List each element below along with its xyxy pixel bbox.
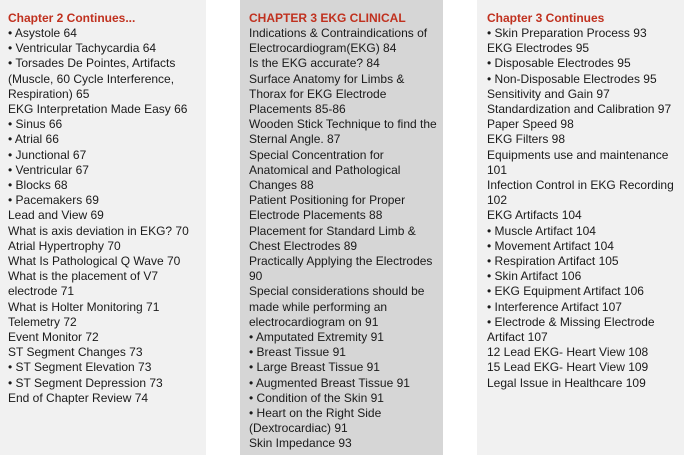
toc-entry: Event Monitor 72 (8, 330, 99, 345)
toc-entry: 12 Lead EKG- Heart View 108 (487, 345, 649, 360)
toc-entry: Equipments use and maintenance 101 (487, 147, 669, 177)
column-heading: CHAPTER 3 EKG CLINICAL (249, 11, 406, 25)
toc-entry: • Ventricular Tachycardia 64 (8, 41, 157, 56)
toc-entry: What is the placement of V7 electrode 71 (8, 269, 159, 299)
toc-entry: • Breast Tissue 91 (249, 345, 346, 360)
toc-entry: 15 Lead EKG- Heart View 109 (487, 360, 649, 375)
toc-entry: Wooden Stick Technique to find the Sternal Angle. 87 (249, 117, 437, 147)
toc-entry: Lead and View 69 (8, 208, 104, 223)
column-heading: Chapter 2 Continues... (8, 11, 136, 25)
toc-entry: • Ventricular 67 (8, 162, 89, 177)
toc-entry: Surface Anatomy for Limbs & Thorax for EKG Electrode Placements 85-86 (249, 71, 405, 117)
column-heading: Chapter 3 Continues (487, 11, 605, 25)
toc-entry: ST Segment Changes 73 (8, 345, 143, 360)
toc-entry: • Blocks 68 (8, 178, 68, 193)
column-gap (443, 0, 477, 455)
toc-entry: • Non-Disposable Electrodes 95 (487, 71, 657, 86)
toc-entry: Indications & Contraindications of Electrocardiogram(EKG) 84 (249, 26, 428, 56)
toc-list (249, 26, 443, 452)
toc-entry: • Skin Artifact 106 (487, 269, 582, 284)
toc-entry: EKG Electrodes 95 (487, 41, 590, 56)
toc-entry: • Electrode & Missing Electrode Artifact 107 (487, 314, 655, 345)
toc-entry: • Heart on the Right Side (Dextrocardiac) 91 (249, 406, 382, 436)
toc-entry: Sensitivity and Gain 97 (487, 86, 610, 101)
toc-entry: Skin Impedance 93 (249, 436, 352, 451)
toc-entry: • Amputated Extremity 91 (249, 330, 384, 345)
toc-column-chapter-3-continued (477, 0, 684, 455)
toc-entry: Paper Speed 98 (487, 117, 574, 132)
toc-entry: Telemetry 72 (8, 314, 77, 329)
column-gap (206, 0, 240, 455)
toc-entry: • Large Breast Tissue 91 (249, 360, 380, 375)
toc-entry: What is axis deviation in EKG? 70 (8, 223, 189, 238)
toc-list (487, 26, 684, 391)
toc-entry: Atrial Hypertrophy 70 (8, 238, 121, 253)
toc-column-chapter-2-continued (0, 0, 206, 455)
toc-entry: • Movement Artifact 104 (487, 238, 614, 253)
toc-entry: EKG Filters 98 (487, 132, 566, 147)
toc-entry: Is the EKG accurate? 84 (249, 56, 380, 71)
toc-entry: Practically Applying the Electrodes 90 (249, 254, 433, 284)
toc-entry: Patient Positioning for Proper Electrode Placements 88 (249, 193, 406, 223)
toc-entry: Infection Control in EKG Recording 102 (487, 178, 674, 208)
toc-entry: EKG Artifacts 104 (487, 208, 582, 223)
toc-entry: EKG Interpretation Made Easy 66 (8, 102, 188, 117)
toc-entry: • Augmented Breast Tissue 91 (249, 375, 410, 390)
toc-entry: • ST Segment Depression 73 (8, 375, 163, 390)
toc-entry: • Atrial 66 (8, 132, 59, 147)
toc-entry: Legal Issue in Healthcare 109 (487, 375, 646, 390)
toc-list (8, 26, 206, 406)
toc-entry: • Pacemakers 69 (8, 193, 99, 208)
toc-entry: • Skin Preparation Process 93 (487, 26, 647, 40)
toc-entry: • EKG Equipment Artifact 106 (487, 284, 644, 299)
toc-entry: • Torsades De Pointes, Artifacts (Muscle, 60 Cycle Interference, Respiration) 65 (8, 56, 176, 101)
toc-entry: • Disposable Electrodes 95 (487, 56, 631, 71)
toc-entry: Placement for Standard Limb & Chest Electrodes 89 (249, 223, 416, 253)
toc-entry: • Sinus 66 (8, 117, 63, 132)
toc-entry: Standardization and Calibration 97 (487, 102, 672, 117)
toc-entry: • Asystole 64 (8, 26, 77, 40)
toc-entry: What Is Pathological Q Wave 70 (8, 254, 181, 269)
toc-entry: • Junctional 67 (8, 147, 87, 162)
toc-entry: • ST Segment Elevation 73 (8, 360, 152, 375)
toc-entry: Special Concentration for Anatomical and Pathological Changes 88 (249, 147, 401, 193)
toc-column-chapter-3 (240, 0, 443, 455)
toc-entry: End of Chapter Review 74 (8, 390, 149, 405)
toc-entry: • Respiration Artifact 105 (487, 254, 619, 269)
toc-entry: • Muscle Artifact 104 (487, 223, 596, 238)
toc-entry: What is Holter Monitoring 71 (8, 299, 160, 314)
toc-entry: • Condition of the Skin 91 (249, 390, 384, 405)
toc-entry: • Interference Artifact 107 (487, 299, 622, 314)
toc-entry: Special considerations should be made while performing an electrocardiogram on 91 (249, 284, 425, 329)
